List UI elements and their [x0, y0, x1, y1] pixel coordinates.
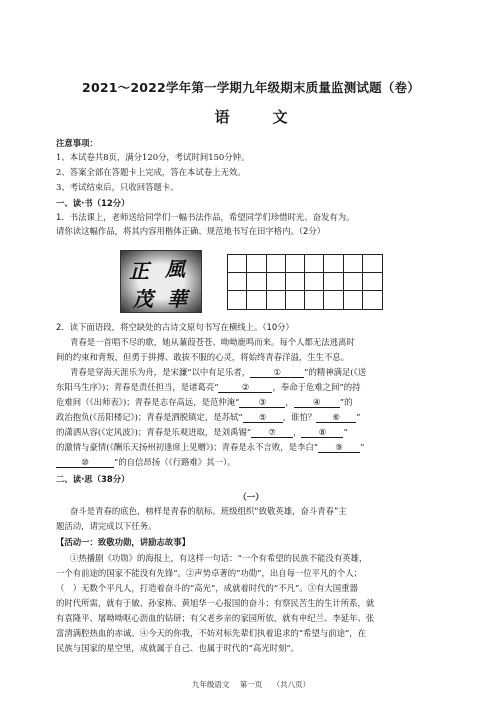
note-item: 2、答案全部在答题卡上完成，答在本试卷上无效。 [56, 167, 246, 177]
passage-line: 危难间（《出师表》)；青春是志存高远，是范仲淹“ ③ ， ④ ”的 [56, 397, 353, 407]
blank-2[interactable]: ② [218, 383, 272, 393]
blank-4[interactable]: ④ [294, 398, 340, 408]
footer-subject: 九年级语文 [191, 680, 230, 689]
exam-title: 2021～2022学年第一学期九年级期末质量监测试题（卷） [82, 80, 420, 95]
passage-line: ⑩ ”的自信昂扬（《行路难》其一）。 [56, 457, 456, 468]
activity-line: 有袁隆平、屠呦呦呕心沥血的钻研；有父老乡亲的家园所依，就有申纪兰、李延年、张 [56, 613, 375, 623]
blank-3[interactable]: ③ [239, 398, 285, 408]
note-item: 3、考试结束后，只收回答题卡。 [56, 182, 179, 192]
writing-grid[interactable] [227, 254, 383, 310]
passage-line: 间的约束和背叛，但勇于拼搏、敢拔不服的心灵，将始终青春洋溢，生生不息。 [56, 352, 350, 362]
passage-line: 政治抱负(《岳阳楼记》)；青春是洒脱镇定，是苏轼“ ⑤ ，谁怕？ ⑥ ” [56, 412, 361, 422]
footer-total: （共八页） [272, 680, 311, 689]
activity-line: ①热播剧《功勋》的海报上，有这样一句话：“一个有希望的民族不能没有英雄， [70, 553, 368, 563]
blank-10[interactable]: ⑩ [56, 458, 114, 468]
section-label: （一） [238, 493, 264, 503]
passage-line: 东阳马生序》)；青春是责任担当，是诸葛亮“ ② ，奉命于危难之间”的持 [56, 382, 361, 392]
calligraphy-image: 正 風 茂 華 [120, 250, 202, 313]
blank-1[interactable]: ① [250, 368, 304, 378]
q2-text: 2．读下面语段，将空缺处的古诗文原句书写在横线上。（10分） [56, 322, 294, 332]
activity-line: （ ）无数个平凡人，打造着奋斗的“高光”，成就着时代的“不凡”。③有大国重器 [56, 583, 358, 593]
intro-text: 奋斗是青春的底色，榜样是青春的航标。班级组织“致敬英雄，奋斗青春”主 [70, 506, 347, 516]
activity-line: 富清满腔热血的赤诚。④今天的你我，不妨对标先辈们执着追求的“希望与前途”，在 [56, 628, 367, 638]
blank-5[interactable]: ⑤ [243, 413, 283, 423]
activity-line: 一个有前途的国家不能没有先锋”。②声势卓著的“功勋”，出自每一位平凡的个人； [56, 568, 362, 578]
part2-heading: 二、读·思（38分） [56, 474, 130, 484]
intro-text: 题活动，请完成以下任务。 [56, 521, 157, 531]
subject-title: 语 文 [214, 108, 302, 126]
passage-line: 青春是穿海天涯乐为舟，是宋濂“以中有足乐者， ① ”的精神满足(《送 [70, 367, 367, 377]
blank-9[interactable]: ⑨ [318, 443, 360, 453]
footer-page: 第一页 [239, 680, 263, 689]
activity-line: 的时代所需，就有于敏、孙家栋、黄旭华一心报国的奋斗；有察民苦生的生计所系，就 [56, 598, 375, 608]
q1-text: 请你读这幅作品，将其内容用楷体正确、规范地书写在田字格内。（2分） [56, 226, 326, 236]
blank-7[interactable]: ⑦ [251, 428, 293, 438]
passage-line: 的激情与豪情(《酬乐天扬州初逢席上见赠》)；青春是永不言败，是李白“ ⑨ ” [56, 442, 365, 452]
notes-heading: 注意事项： [56, 138, 98, 148]
activity-title: 【活动一：致敬功勋，讲励志故事】 [56, 537, 190, 547]
passage-line: 青春是一首唱不尽的歌，她从蒹葭苍苍、呦呦鹿鸣而来。每个人都无法逃离时 [70, 337, 355, 347]
passage-line: 的潇洒从容(《定风波》)；青春是乐观进取，是刘禹锡“ ⑦ ， ⑧ ” [56, 427, 348, 437]
activity-line: 民族与国家的星空里，成就属于自己、也属于时代的“高光时刻”。 [56, 643, 300, 653]
note-item: 1、本试卷共8页，满分120分，考试时间150分钟。 [56, 152, 250, 162]
blank-8[interactable]: ⑧ [301, 428, 343, 438]
q1-text: 1．书法课上，老师送给同学们一幅书法作品，希望同学们珍惜时光、奋发有为。 [56, 212, 355, 222]
part1-heading: 一、读·书（12分） [56, 198, 130, 208]
blank-6[interactable]: ⑥ [316, 413, 356, 423]
page-footer [0, 679, 502, 690]
